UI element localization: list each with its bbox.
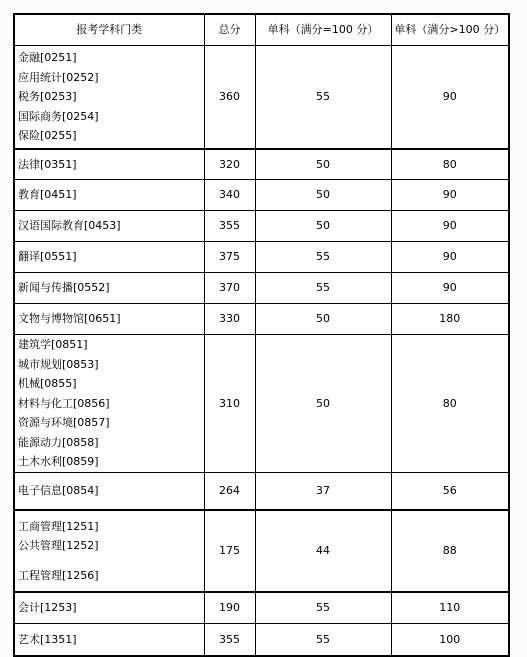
subject-name: 新闻与传播[0552]	[18, 281, 110, 295]
single-over-100-cell: 56	[391, 473, 509, 511]
score-table	[13, 13, 510, 657]
total-score-cell: 190	[204, 592, 255, 624]
subject-name: 法律[0351]	[18, 157, 77, 171]
total-score-cell: 340	[204, 180, 255, 211]
subject-name: 材料与化工[0856]	[18, 396, 110, 410]
total-score-cell: 375	[204, 242, 255, 273]
single-100-cell: 37	[255, 473, 391, 511]
total-score-cell: 360	[204, 46, 255, 150]
header-single-over-100: 单科（满分>100 分）	[391, 14, 509, 46]
table-row	[14, 46, 509, 150]
subject-name: 土木水利[0859]	[18, 455, 99, 469]
subject-name: 教育[0451]	[18, 188, 77, 202]
table-row	[14, 273, 509, 304]
subject-cell	[14, 180, 204, 211]
table-row	[14, 335, 509, 473]
subject-name: 应用统计[0252]	[18, 70, 99, 84]
single-over-100-cell: 180	[391, 304, 509, 335]
subject-name: 能源动力[0858]	[18, 435, 99, 449]
total-score-cell: 175	[204, 510, 255, 592]
subject-name: 公共管理[1252]	[18, 539, 99, 553]
single-100-cell: 55	[255, 624, 391, 657]
total-score-cell: 264	[204, 473, 255, 511]
total-score-cell: 310	[204, 335, 255, 473]
total-score-cell: 355	[204, 624, 255, 657]
single-100-cell: 55	[255, 592, 391, 624]
subject-name: 机械[0855]	[18, 377, 77, 391]
total-score-cell: 370	[204, 273, 255, 304]
header-single-100: 单科（满分=100 分）	[255, 14, 391, 46]
subject-cell	[14, 335, 204, 473]
subject-cell	[14, 510, 204, 592]
table-row	[14, 473, 509, 511]
subject-name: 汉语国际教育[0453]	[18, 219, 121, 233]
subject-name: 电子信息[0854]	[18, 484, 99, 498]
single-over-100-cell: 80	[391, 149, 509, 180]
subject-name: 艺术[1351]	[18, 632, 77, 646]
single-over-100-cell: 90	[391, 46, 509, 150]
subject-name: 工程管理[1256]	[18, 568, 99, 582]
total-score-cell: 320	[204, 149, 255, 180]
single-100-cell: 44	[255, 510, 391, 592]
subject-name: 翻译[0551]	[18, 250, 77, 264]
header-subject-category: 报考学科门类	[14, 14, 204, 46]
subject-name: 工商管理[1251]	[18, 519, 99, 533]
single-100-cell: 55	[255, 242, 391, 273]
subject-cell	[14, 149, 204, 180]
total-score-cell: 330	[204, 304, 255, 335]
single-over-100-cell: 100	[391, 624, 509, 657]
subject-cell	[14, 273, 204, 304]
subject-name: 文物与博物馆[0651]	[18, 312, 121, 326]
score-table-body	[14, 14, 509, 656]
subject-name: 金融[0251]	[18, 51, 77, 65]
single-over-100-cell: 88	[391, 510, 509, 592]
subject-cell	[14, 211, 204, 242]
subject-name: 税务[0253]	[18, 90, 77, 104]
subject-cell	[14, 624, 204, 657]
subject-cell	[14, 242, 204, 273]
table-row	[14, 304, 509, 335]
subject-name: 会计[1253]	[18, 601, 77, 615]
table-row	[14, 180, 509, 211]
table-row	[14, 592, 509, 624]
subject-name: 建筑学[0851]	[18, 338, 88, 352]
single-over-100-cell: 110	[391, 592, 509, 624]
table-row	[14, 624, 509, 657]
single-100-cell: 50	[255, 335, 391, 473]
subject-cell	[14, 46, 204, 150]
single-over-100-cell: 90	[391, 242, 509, 273]
single-100-cell: 50	[255, 180, 391, 211]
single-over-100-cell: 80	[391, 335, 509, 473]
single-over-100-cell: 90	[391, 180, 509, 211]
table-header-row	[14, 14, 509, 46]
subject-name: 城市规划[0853]	[18, 357, 99, 371]
single-over-100-cell: 90	[391, 211, 509, 242]
table-row	[14, 149, 509, 180]
table-row	[14, 242, 509, 273]
subject-name: 国际商务[0254]	[18, 109, 99, 123]
subject-cell	[14, 473, 204, 511]
single-100-cell: 50	[255, 304, 391, 335]
header-total-score: 总分	[204, 14, 255, 46]
single-100-cell: 55	[255, 273, 391, 304]
single-over-100-cell: 90	[391, 273, 509, 304]
single-100-cell: 50	[255, 211, 391, 242]
table-row	[14, 510, 509, 592]
subject-name: 保险[0255]	[18, 129, 77, 143]
subject-cell	[14, 592, 204, 624]
single-100-cell: 55	[255, 46, 391, 150]
single-100-cell: 50	[255, 149, 391, 180]
total-score-cell: 355	[204, 211, 255, 242]
subject-name: 资源与环境[0857]	[18, 416, 110, 430]
subject-cell	[14, 304, 204, 335]
table-row	[14, 211, 509, 242]
